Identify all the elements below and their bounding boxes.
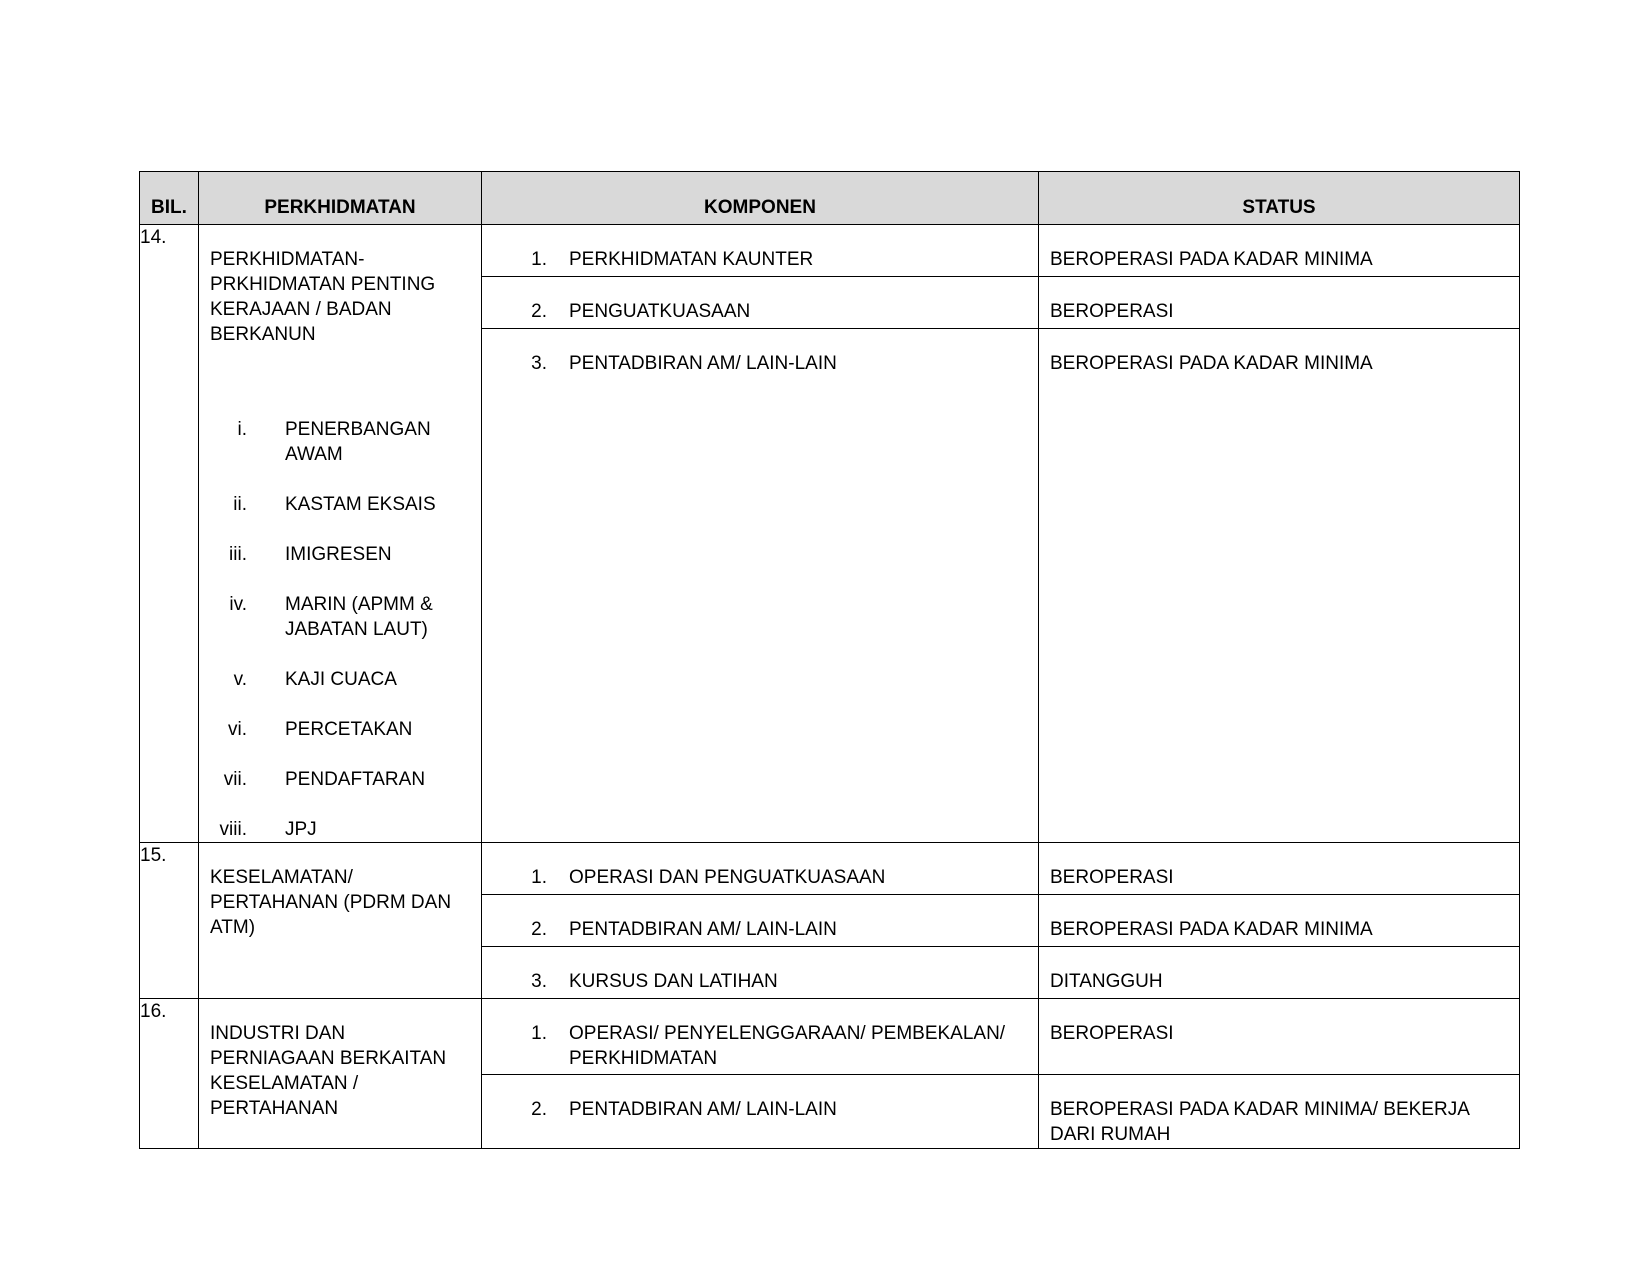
header-perkhidmatan: PERKHIDMATAN	[199, 172, 482, 225]
table-row	[140, 999, 1520, 1075]
list-item	[199, 717, 481, 742]
perkhidmatan-cell	[199, 843, 482, 999]
komponen-text: OPERASI/ PENYELENGGARAAN/ PEMBEKALAN/ PERKHIDMATAN	[569, 1023, 1006, 1069]
bil-cell: 14.	[140, 225, 199, 843]
status-text: DITANGGUH	[1050, 971, 1163, 992]
status-cell	[1039, 329, 1520, 843]
komponen-text: PENTADBIRAN AM/ LAIN-LAIN	[569, 353, 837, 374]
komponen-cell	[482, 329, 1039, 843]
komponen-number: 2.	[531, 301, 547, 322]
sub-item-list	[199, 417, 481, 842]
komponen-text: PENGUATKUASAAN	[569, 301, 751, 322]
komponen-text: KURSUS DAN LATIHAN	[569, 971, 778, 992]
list-item-number: vii.	[223, 769, 247, 790]
status-text: BEROPERASI PADA KADAR MINIMA	[1050, 919, 1373, 940]
service-name: INDUSTRI DAN PERNIAGAAN BERKAITAN KESELAMATAN / PERTAHANAN	[210, 1023, 447, 1119]
status-text: BEROPERASI PADA KADAR MINIMA	[1050, 249, 1373, 270]
list-item-number: i.	[237, 419, 247, 440]
list-item	[199, 542, 481, 567]
status-text: BEROPERASI	[1050, 867, 1174, 888]
list-item-number: iii.	[229, 544, 247, 565]
status-cell	[1039, 843, 1520, 895]
list-item	[199, 667, 481, 692]
status-cell	[1039, 277, 1520, 329]
service-name: PERKHIDMATAN-PRKHIDMATAN PENTING KERAJAAN / BADAN BERKANUN	[210, 249, 436, 345]
status-text: BEROPERASI	[1050, 1023, 1174, 1044]
komponen-cell	[482, 225, 1039, 277]
list-item-number: viii.	[219, 819, 247, 840]
komponen-text: PENTADBIRAN AM/ LAIN-LAIN	[569, 919, 837, 940]
komponen-cell	[482, 843, 1039, 895]
komponen-cell	[482, 947, 1039, 999]
list-item-text: PERCETAKAN	[285, 719, 413, 740]
komponen-number: 2.	[531, 1099, 547, 1120]
komponen-number: 1.	[531, 867, 547, 888]
bil-cell: 15.	[140, 843, 199, 999]
header-komponen: KOMPONEN	[482, 172, 1039, 225]
list-item-text: MARIN (APMM & JABATAN LAUT)	[285, 594, 433, 640]
table-header-row	[140, 172, 1520, 225]
komponen-cell	[482, 1075, 1039, 1149]
list-item-text: IMIGRESEN	[285, 544, 392, 565]
status-cell	[1039, 947, 1520, 999]
list-item-text: KASTAM EKSAIS	[285, 494, 436, 515]
status-cell	[1039, 225, 1520, 277]
list-item-number: v.	[233, 669, 247, 690]
komponen-cell	[482, 999, 1039, 1075]
komponen-cell	[482, 895, 1039, 947]
komponen-text: OPERASI DAN PENGUATKUASAAN	[569, 867, 886, 888]
bil-cell: 16.	[140, 999, 199, 1149]
table-row	[140, 225, 1520, 277]
komponen-cell	[482, 277, 1039, 329]
services-status-table	[139, 171, 1520, 1149]
list-item	[199, 417, 481, 467]
list-item-text: PENDAFTARAN	[285, 769, 426, 790]
status-cell	[1039, 999, 1520, 1075]
komponen-number: 3.	[531, 971, 547, 992]
list-item	[199, 592, 481, 642]
perkhidmatan-cell	[199, 225, 482, 843]
komponen-number: 2.	[531, 919, 547, 940]
status-text: BEROPERASI PADA KADAR MINIMA/ BEKERJA DARI RUMAH	[1050, 1099, 1469, 1145]
komponen-number: 1.	[531, 1023, 547, 1044]
list-item-text: KAJI CUACA	[285, 669, 397, 690]
list-item-text: JPJ	[285, 819, 317, 840]
list-item-number: ii.	[233, 494, 247, 515]
list-item	[199, 767, 481, 792]
status-text: BEROPERASI PADA KADAR MINIMA	[1050, 353, 1373, 374]
komponen-text: PENTADBIRAN AM/ LAIN-LAIN	[569, 1099, 837, 1120]
komponen-number: 1.	[531, 249, 547, 270]
list-item-number: vi.	[228, 719, 247, 740]
list-item-number: iv.	[229, 594, 247, 615]
status-text: BEROPERASI	[1050, 301, 1174, 322]
header-status: STATUS	[1039, 172, 1520, 225]
service-name: KESELAMATAN/ PERTAHANAN (PDRM DAN ATM)	[210, 867, 452, 938]
status-cell	[1039, 1075, 1520, 1149]
status-cell	[1039, 895, 1520, 947]
table-row	[140, 843, 1520, 895]
list-item-text: PENERBANGAN AWAM	[285, 419, 431, 465]
list-item	[199, 817, 481, 842]
komponen-text: PERKHIDMATAN KAUNTER	[569, 249, 814, 270]
komponen-number: 3.	[531, 353, 547, 374]
perkhidmatan-cell	[199, 999, 482, 1149]
list-item	[199, 492, 481, 517]
header-bil: BIL.	[140, 172, 199, 225]
